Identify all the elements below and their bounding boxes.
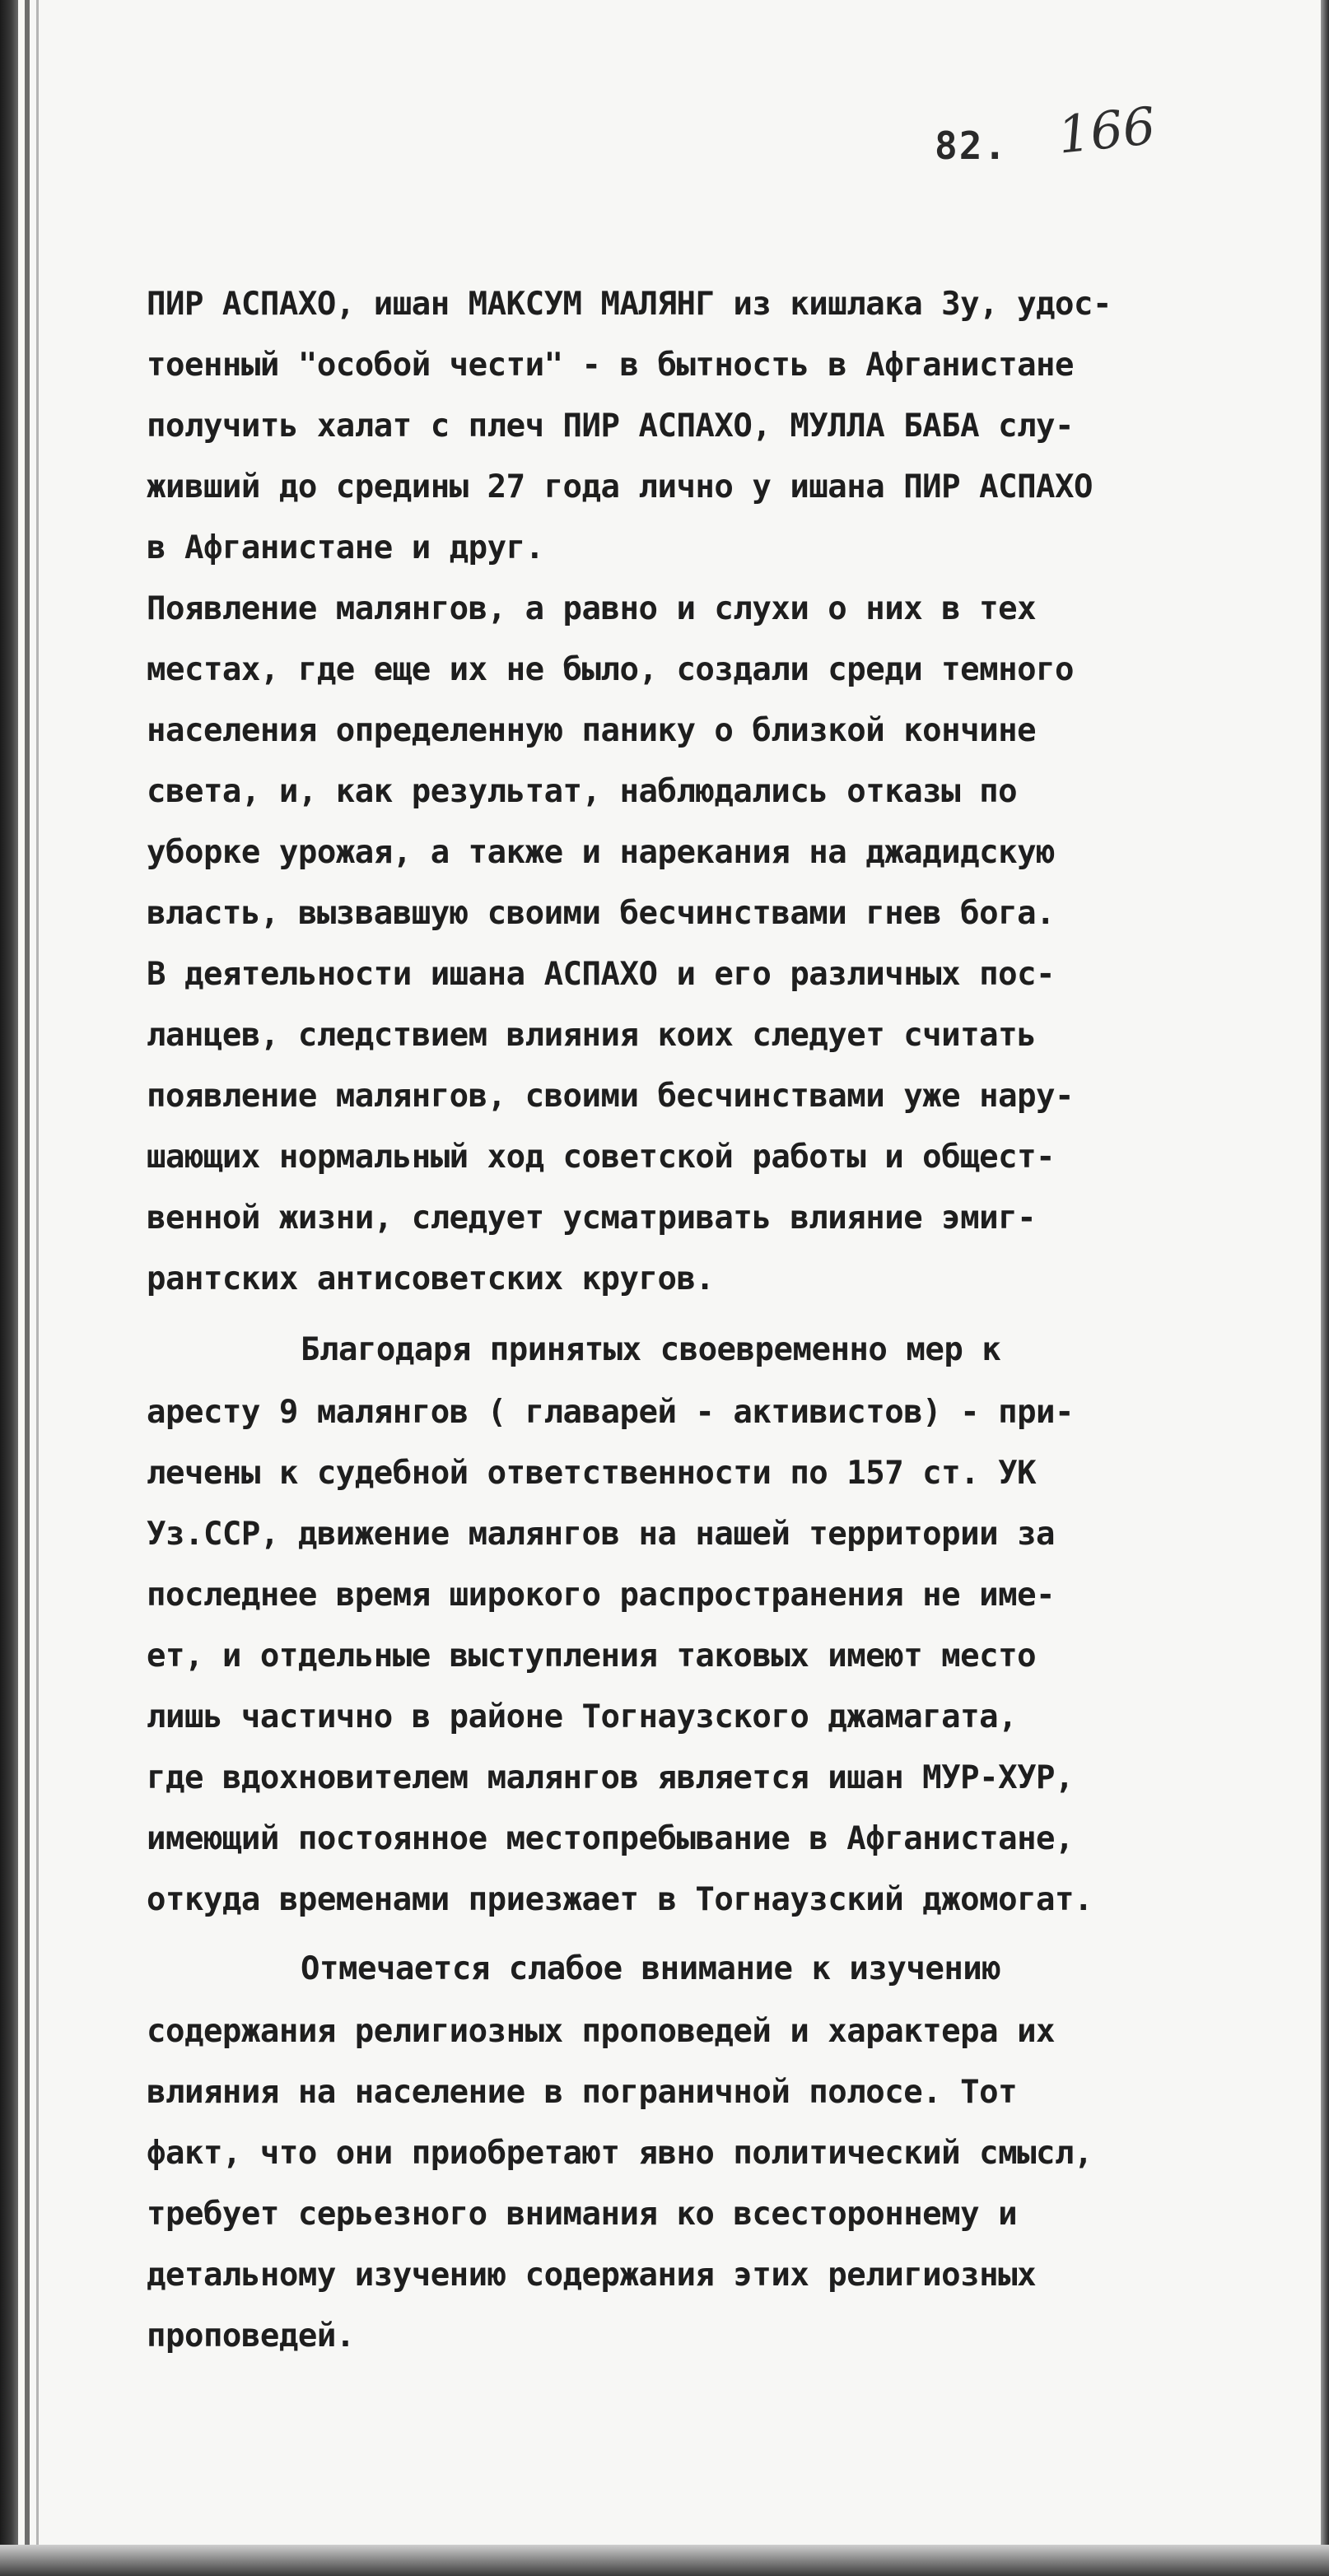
binding-line [25, 0, 30, 2576]
right-page-edge [1321, 0, 1329, 2576]
binding-line-secondary [36, 0, 39, 2576]
text-line: лишь частично в районе Тогнаузского джамагата, [147, 1698, 1018, 1735]
text-line: получить халат с плеч ПИР АСПАХО, МУЛЛА БАБА слу- [147, 408, 1075, 445]
text-line: лечены к судебной ответственности по 157 ст. УК [147, 1455, 1037, 1492]
text-line: шающих нормальный ход советской работы и общест- [147, 1139, 1056, 1176]
text-line: Отмечается слабое внимание к изучению [301, 1950, 1001, 1987]
text-line: населения определенную панику о близкой кончине [147, 712, 1037, 749]
text-line: ет, и отдельные выступления таковых имеют место [147, 1637, 1037, 1675]
text-line: имеющий постоянное местопребывание в Афганистане, [147, 1820, 1075, 1857]
binding-edge [0, 0, 18, 2576]
text-line: откуда временами приезжает в Тогнаузский джомогат. [147, 1881, 1093, 1918]
handwritten-archive-number: 166 [1055, 95, 1159, 165]
text-line: где вдохновителем малянгов является ишан МУР-ХУР, [147, 1759, 1075, 1796]
text-line: аресту 9 малянгов ( главарей - активистов) - при- [147, 1394, 1075, 1431]
text-line: факт, что они приобретают явно политический смысл, [147, 2135, 1093, 2172]
text-line: света, и, как результат, наблюдались отказы по [147, 773, 1018, 810]
text-line: появление малянгов, своими бесчинствами уже нару- [147, 1078, 1075, 1115]
text-line: местах, где еще их не было, создали среди темного [147, 651, 1075, 688]
text-line: В деятельности ишана АСПАХО и его различных пос- [147, 956, 1056, 993]
text-line: ПИР АСПАХО, ишан МАКСУМ МАЛЯНГ из кишлака Зу, удос- [147, 286, 1112, 323]
text-line: Появление малянгов, а равно и слухи о них в тех [147, 590, 1037, 627]
text-line: живший до средины 27 года лично у ишана ПИР АСПАХО [147, 468, 1093, 505]
text-line: ланцев, следствием влияния коих следует считать [147, 1017, 1037, 1054]
text-line: венной жизни, следует усматривать влияние эмиг- [147, 1199, 1037, 1237]
text-line: тоенный "особой чести" - в бытность в Афганистане [147, 347, 1075, 384]
text-line: в Афганистане и друг. [147, 529, 544, 566]
text-line: содержания религиозных проповедей и характера их [147, 2013, 1056, 2050]
text-line: влияния на население в пограничной полосе. Тот [147, 2074, 1018, 2111]
text-line: уборке урожая, а также и нарекания на джадидскую [147, 834, 1056, 871]
text-line: детальному изучению содержания этих религиозных [147, 2257, 1037, 2294]
text-line: Уз.ССР, движение малянгов на нашей территории за [147, 1516, 1056, 1553]
text-line: требует серьезного внимания ко всестороннему и [147, 2196, 1018, 2233]
text-line: Благодаря принятых своевременно мер к [301, 1331, 1001, 1368]
page-number: 82. [935, 123, 1009, 168]
text-line: проповедей. [147, 2317, 355, 2355]
bottom-page-edge [0, 2545, 1329, 2576]
text-line: последнее время широкого распространения не име- [147, 1577, 1056, 1614]
text-line: власть, вызвавшую своими бесчинствами гнев бога. [147, 895, 1056, 932]
text-line: рантских антисоветских кругов. [147, 1260, 715, 1297]
